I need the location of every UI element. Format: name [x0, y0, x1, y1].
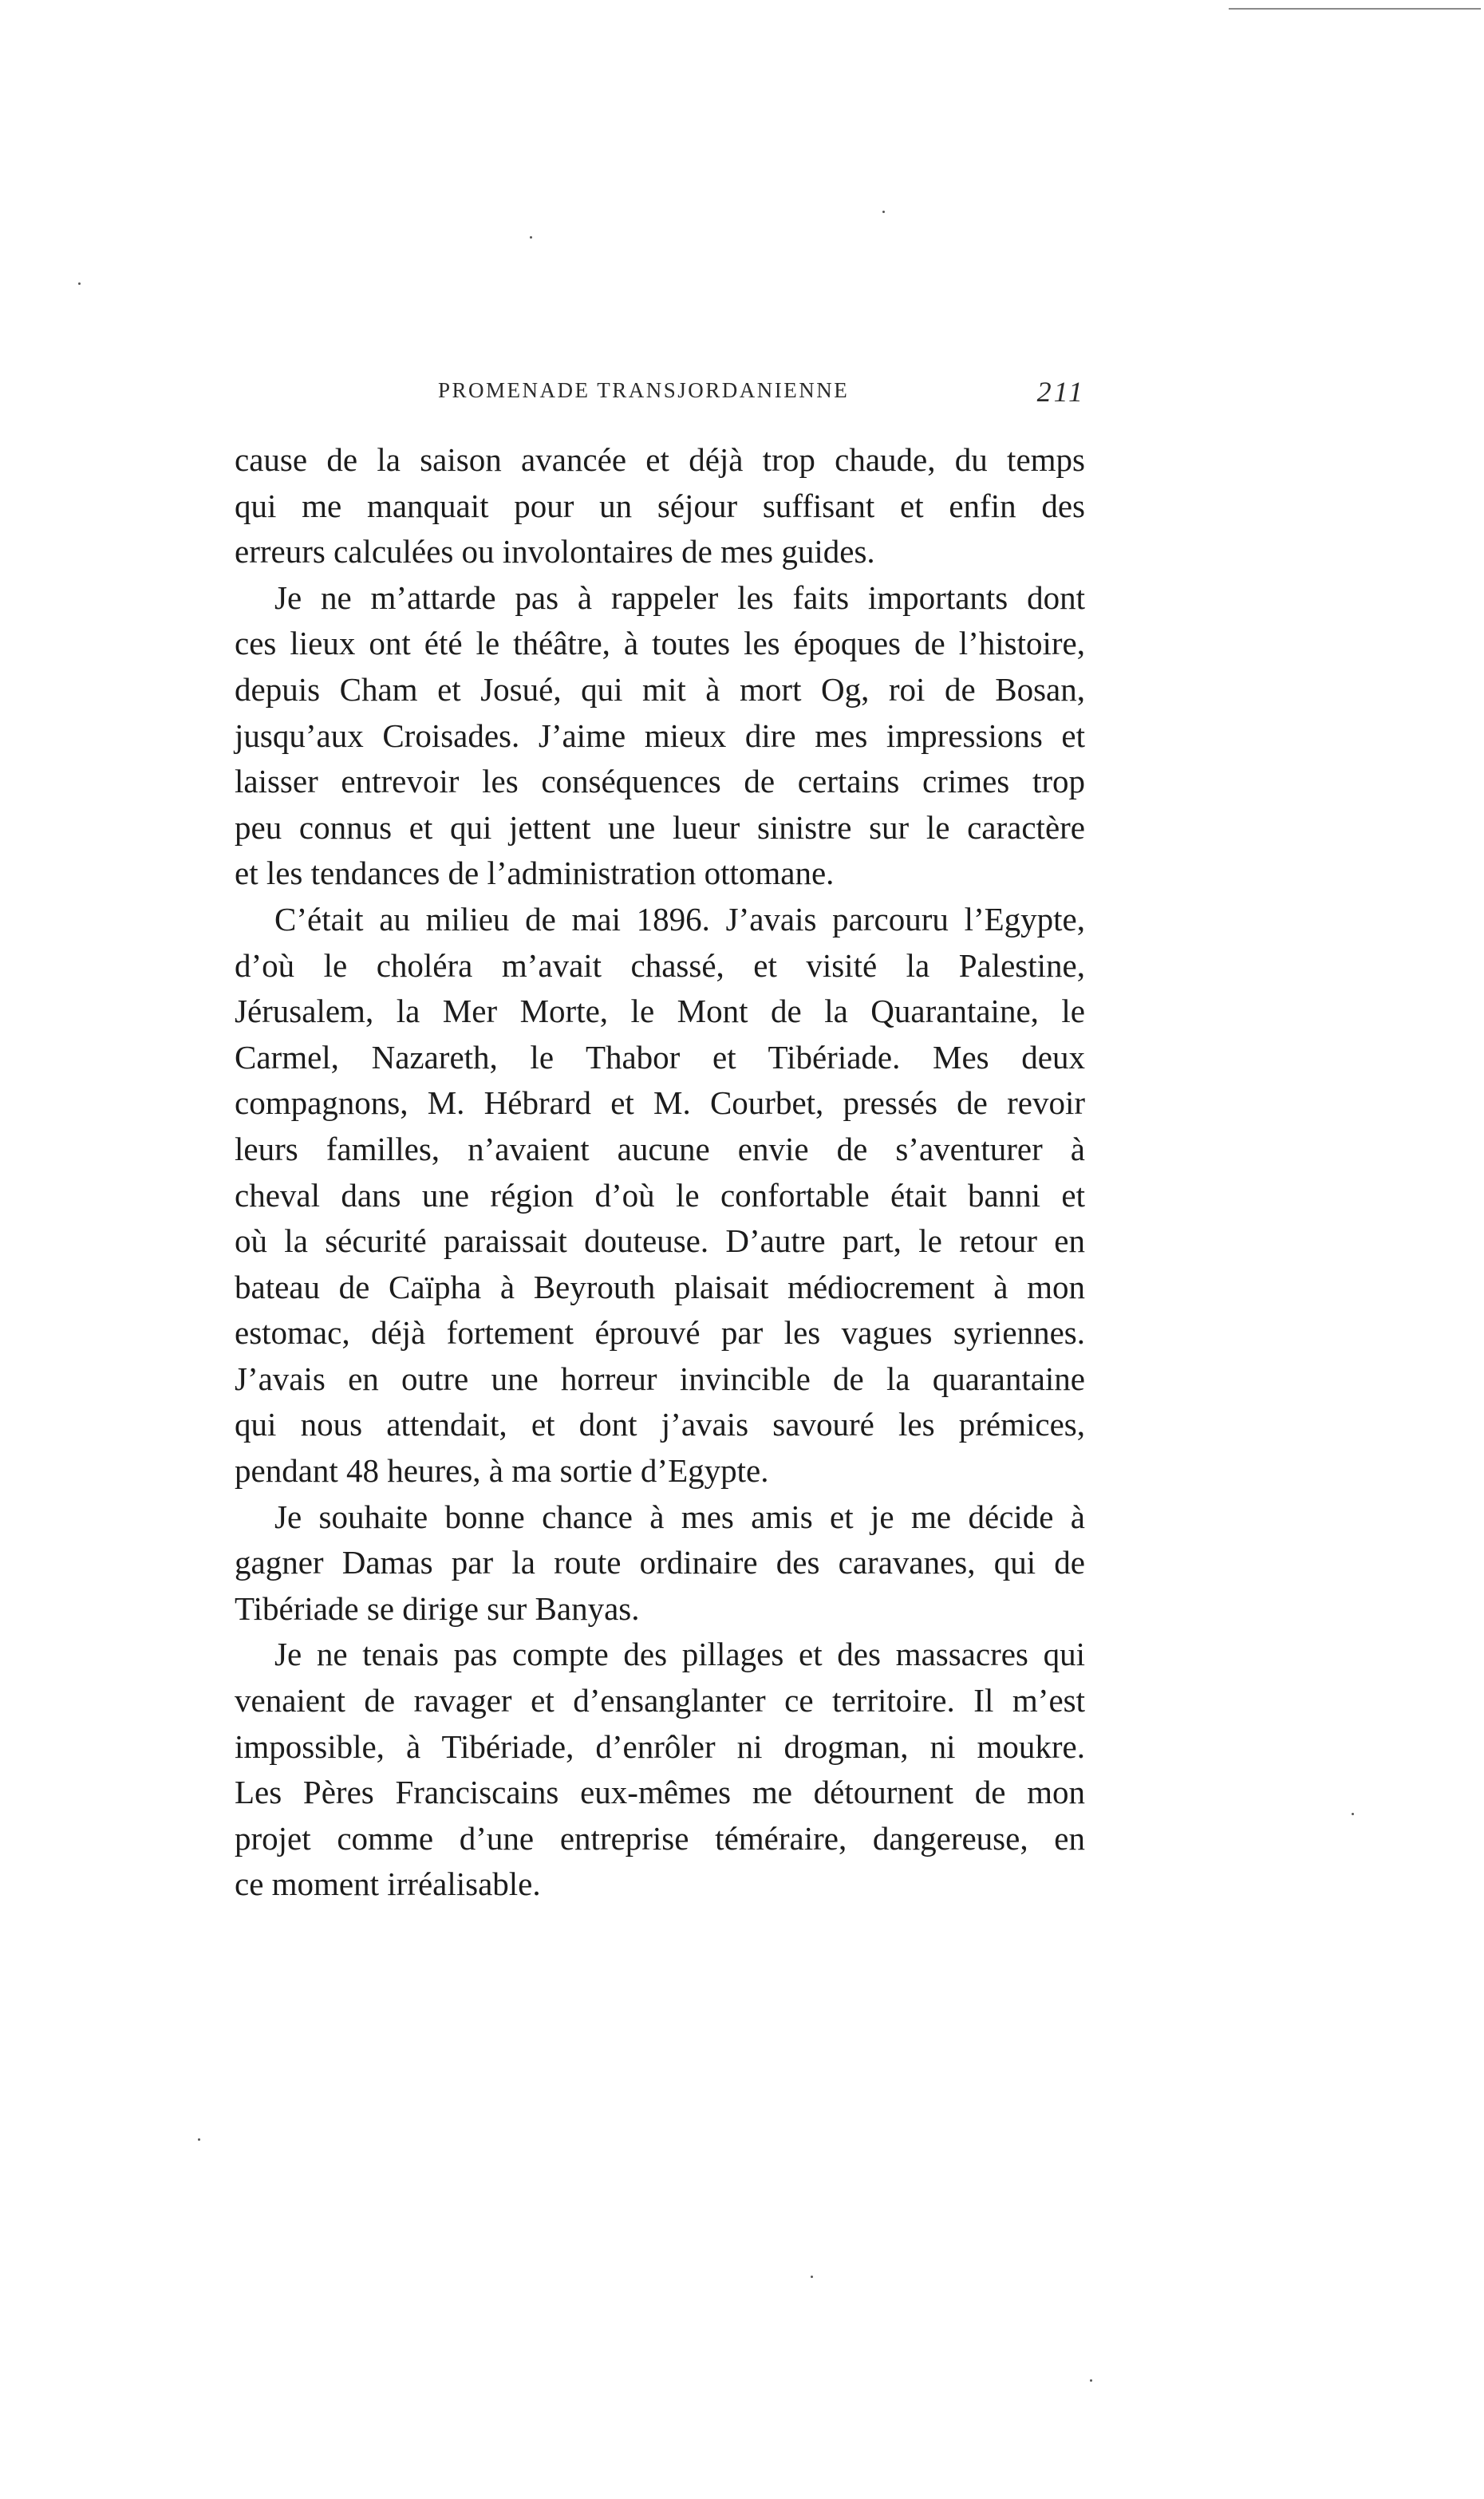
text-line: où la sécurité paraissait douteuse. D’autre part, le retour en [235, 1222, 1085, 1260]
paper-speck [78, 282, 81, 285]
page-number: 211 [1036, 376, 1085, 408]
running-title: PROMENADE TRANSJORDANIENNE [438, 378, 850, 402]
text-line: et les tendances de l’administration ottomane. [235, 855, 835, 892]
text-line: Carmel, Nazareth, le Thabor et Tibériade. Mes deux [235, 1038, 1085, 1076]
paper-speck [1090, 2379, 1092, 2382]
text-line: projet comme d’une entreprise téméraire, dangereuse, en [235, 1819, 1085, 1857]
paper-speck [811, 2276, 813, 2278]
text-line: Je ne m’attarde pas à rappeler les faits importants dont [274, 578, 1085, 616]
text-line: ces lieux ont été le théâtre, à toutes les époques de l’histoire, [235, 625, 1085, 662]
text-line: jusqu’aux Croisades. J’aime mieux dire mes impressions et [235, 717, 1085, 754]
text-line: depuis Cham et Josué, qui mit à mort Og, roi de Bosan, [235, 670, 1085, 708]
paper-speck [1352, 1813, 1354, 1815]
text-line: laisser entrevoir les conséquences de certains crimes trop [235, 763, 1085, 800]
text-line: Je ne tenais pas compte des pillages et des massacres qui [274, 1636, 1085, 1673]
text-line: venaient de ravager et d’ensanglanter ce territoire. Il m’est [235, 1682, 1085, 1719]
text-line: gagner Damas par la route ordinaire des caravanes, qui de [235, 1544, 1085, 1581]
text-line: J’avais en outre une horreur invincible de la quarantaine [235, 1360, 1085, 1397]
running-head [235, 378, 1085, 413]
text-line: impossible, à Tibériade, d’enrôler ni drogman, ni moukre. [235, 1727, 1085, 1765]
text-line: d’où le choléra m’avait chassé, et visité la Palestine, [235, 946, 1085, 984]
text-line: qui nous attendait, et dont j’avais savouré les prémices, [235, 1406, 1085, 1443]
text-line: cheval dans une région d’où le confortable était banni et [235, 1176, 1085, 1214]
text-line: erreurs calculées ou involontaires de mes guides. [235, 533, 875, 570]
text-line: Jérusalem, la Mer Morte, le Mont de la Quarantaine, le [235, 993, 1085, 1030]
text-line: Je souhaite bonne chance à mes amis et je me décide à [274, 1498, 1085, 1535]
text-line: qui me manquait pour un séjour suffisant et enfin des [235, 487, 1085, 524]
body-text [235, 437, 1085, 1908]
text-line: Les Pères Franciscains eux-mêmes me détournent de mon [235, 1774, 1085, 1811]
text-line: peu connus et qui jettent une lueur sinistre sur le caractère [235, 808, 1085, 846]
text-line: estomac, déjà fortement éprouvé par les vagues syriennes. [235, 1314, 1085, 1352]
text-line: C’était au milieu de mai 1896. J’avais parcouru l’Egypte, [274, 900, 1085, 938]
text-line: Tibériade se dirige sur Banyas. [235, 1589, 640, 1627]
paper-speck [882, 211, 885, 213]
scan-edge-rule [1229, 8, 1481, 10]
text-line: pendant 48 heures, à ma sortie d’Egypte. [235, 1452, 769, 1490]
paper-speck [198, 2138, 200, 2141]
text-line: cause de la saison avancée et déjà trop chaude, du temps [235, 441, 1085, 478]
text-line: compagnons, M. Hébrard et M. Courbet, pressés de revoir [235, 1084, 1085, 1122]
text-line: ce moment irréalisable. [235, 1865, 541, 1903]
text-line: bateau de Caïpha à Beyrouth plaisait médiocrement à mon [235, 1268, 1085, 1305]
paper-speck [530, 236, 532, 239]
text-line: leurs familles, n’avaient aucune envie de s’aventurer à [235, 1130, 1085, 1167]
